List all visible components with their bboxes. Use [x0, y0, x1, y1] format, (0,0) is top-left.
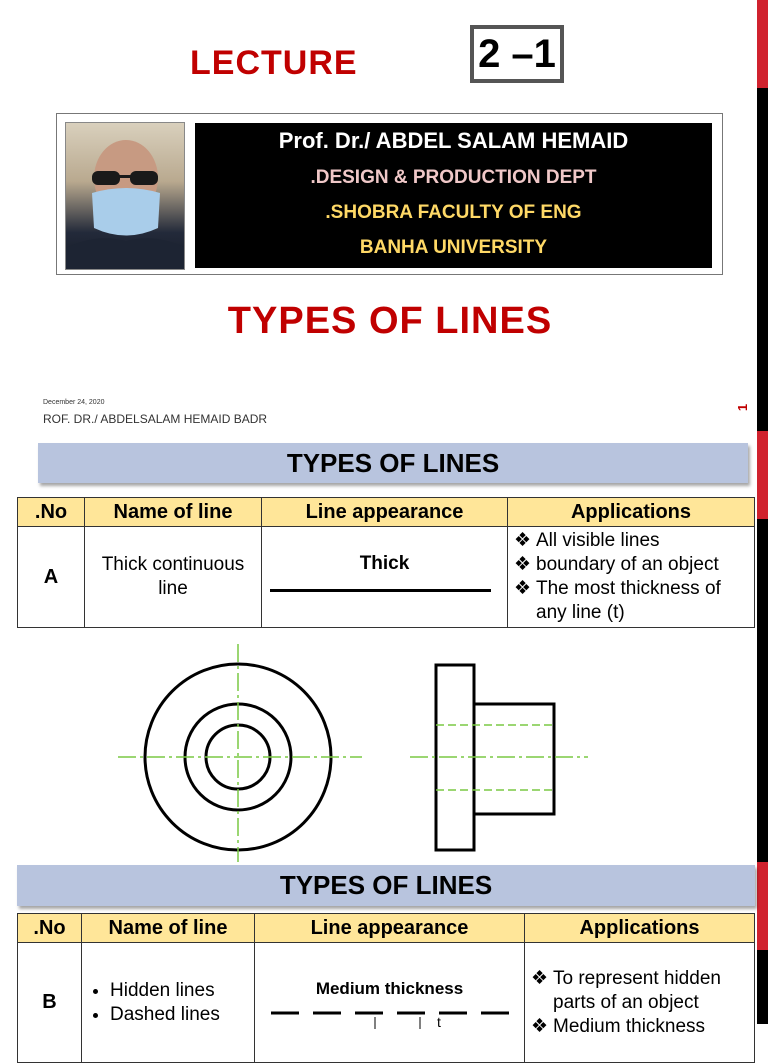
application-text: boundary of an object — [536, 554, 719, 575]
section-banner-title: TYPES OF LINES — [286, 448, 500, 478]
appearance-label: Thick — [359, 552, 410, 574]
list-item: • Dashed lines — [110, 1003, 254, 1027]
section-banner-title: TYPES OF LINES — [279, 870, 493, 900]
line-types-table — [17, 913, 755, 1063]
line-types-table — [17, 497, 755, 628]
author-department: .DESIGN & PRODUCTION DEPT — [310, 167, 597, 188]
thick-continuous-line-sample — [270, 589, 491, 592]
diamond-bullet-icon: ❖ — [514, 578, 532, 599]
row-line-name — [85, 527, 262, 628]
row-number: A — [18, 527, 85, 628]
row-line-name — [82, 943, 255, 1063]
row-applications — [508, 527, 755, 628]
application-text: All visible lines — [536, 530, 660, 551]
table-header-row — [18, 498, 755, 527]
diamond-bullet-icon: ❖ — [531, 1016, 549, 1037]
list-item — [514, 577, 754, 625]
edge-decoration-red — [757, 431, 768, 519]
person-portrait-icon — [66, 123, 185, 270]
application-text: Medium thickness — [553, 1016, 706, 1037]
slide-title: TYPES OF LINES — [227, 300, 553, 342]
appearance-label: Medium thickness — [315, 979, 464, 998]
table-header-row — [18, 914, 755, 943]
header-applications: Applications — [525, 914, 755, 943]
edge-decoration-black — [757, 88, 768, 431]
author-photo — [65, 122, 185, 270]
header-appearance: Line appearance — [262, 498, 508, 527]
footer-author: ROF. DR./ ABDELSALAM HEMAID BADR — [43, 412, 268, 426]
header-name: Name of line — [85, 498, 262, 527]
lecture-number-badge: 2 –1 — [470, 25, 564, 83]
applications-list — [514, 529, 754, 625]
edge-decoration-red — [757, 862, 768, 950]
list-item: • Hidden lines — [110, 979, 254, 1003]
header-name: Name of line — [82, 914, 255, 943]
line-names-list — [82, 979, 254, 1027]
list-item — [531, 967, 754, 1015]
side-view — [410, 665, 588, 850]
row-applications — [525, 943, 755, 1063]
technical-drawing — [100, 640, 600, 865]
application-text: The most thickness of any line (t) — [536, 578, 721, 623]
list-item — [514, 553, 754, 577]
hub-outline — [474, 704, 554, 814]
row-line-appearance — [255, 943, 525, 1063]
header-no: .No — [18, 914, 82, 943]
header-appearance: Line appearance — [255, 914, 525, 943]
author-faculty: .SHOBRA FACULTY OF ENG — [325, 202, 582, 223]
list-item — [514, 529, 754, 553]
author-info-panel — [195, 123, 712, 268]
lecture-label: LECTURE — [190, 44, 358, 82]
edge-decoration-black — [757, 519, 768, 862]
section-banner — [38, 443, 748, 483]
line-name-text: Thick continuous line — [101, 554, 245, 599]
table-row — [18, 943, 755, 1063]
diamond-bullet-icon: ❖ — [514, 530, 532, 551]
footer-date: December 24, 2020 — [43, 399, 105, 406]
header-no: .No — [18, 498, 85, 527]
diamond-bullet-icon: ❖ — [514, 554, 532, 575]
row-line-appearance — [262, 527, 508, 628]
table-row — [18, 527, 755, 628]
edge-decoration-red — [757, 0, 768, 88]
author-name: Prof. Dr./ ABDEL SALAM HEMAID — [278, 128, 629, 153]
thickness-note: t — [436, 1014, 441, 1030]
application-text: To represent hidden parts of an object — [553, 968, 721, 1013]
header-applications: Applications — [508, 498, 755, 527]
diamond-bullet-icon: ❖ — [531, 968, 549, 989]
list-item — [531, 1015, 754, 1039]
edge-decoration-black — [757, 950, 768, 1024]
section-banner — [17, 865, 755, 906]
front-view-circles — [118, 644, 362, 862]
applications-list — [531, 967, 754, 1039]
page-number: 1 — [735, 403, 751, 412]
row-number: B — [18, 943, 82, 1063]
author-university: BANHA UNIVERSITY — [359, 237, 548, 258]
dashed-line-sample — [265, 1005, 515, 1035]
